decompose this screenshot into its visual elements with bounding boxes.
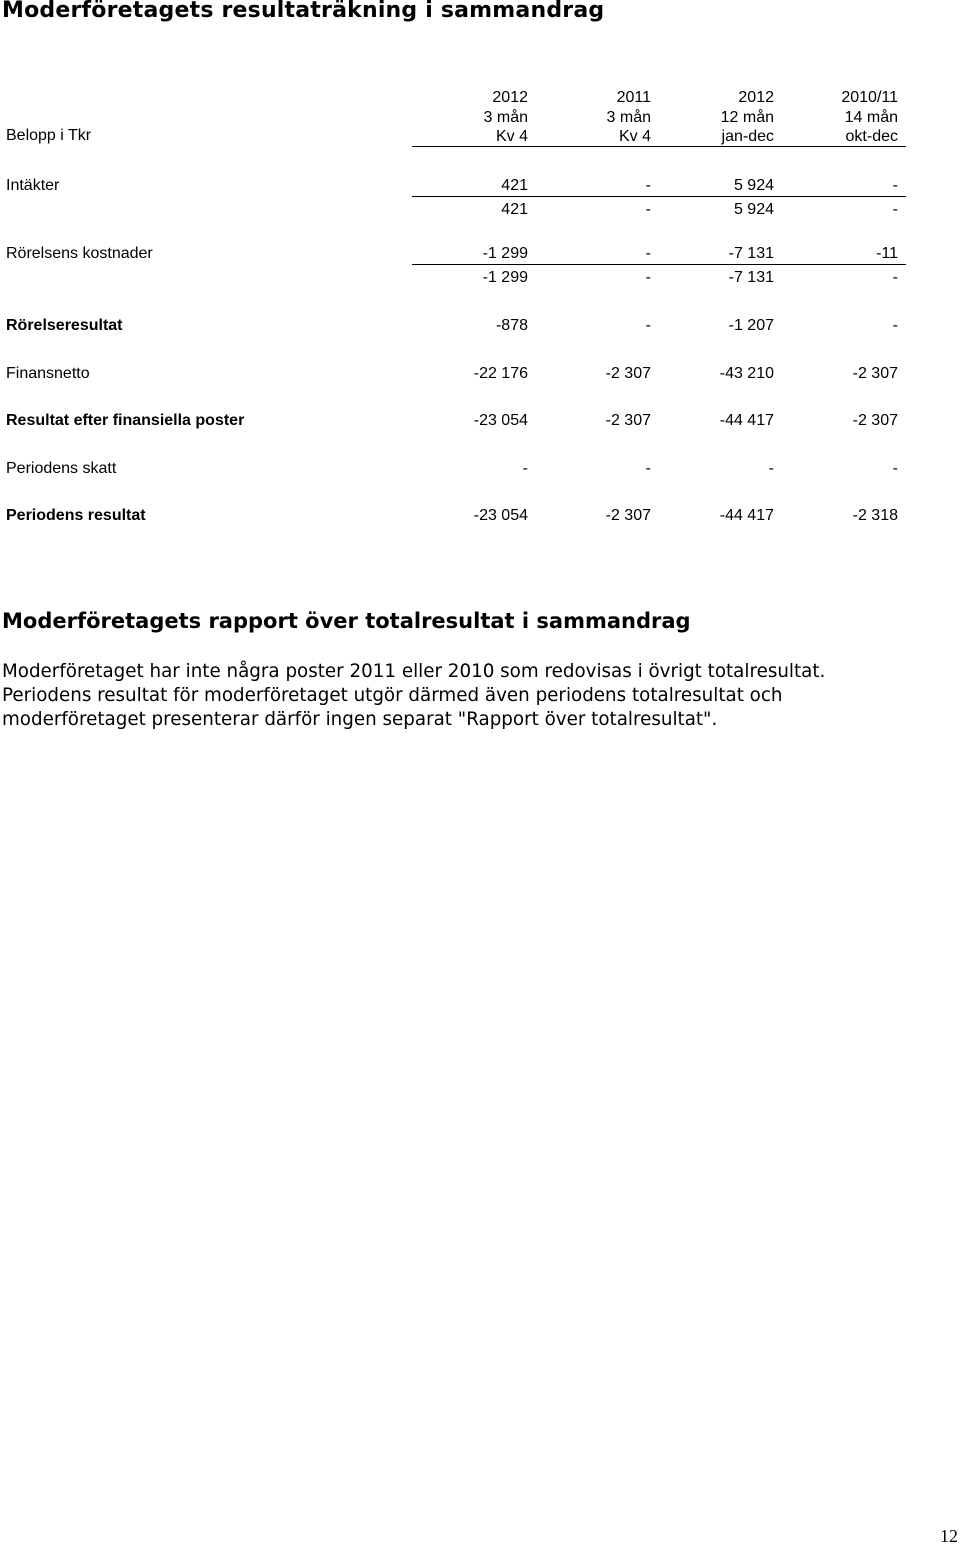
table-row: Rörelsens kostnader -1 299 - -7 131 -11 xyxy=(6,245,898,262)
table-row: -1 299 - -7 131 - xyxy=(482,269,898,286)
table-row: 421 - 5 924 - xyxy=(501,201,898,218)
amount-unit-label: Belopp i Tkr xyxy=(6,127,92,144)
section-paragraph: Moderföretaget har inte några poster 2011 eller 2010 som redovisas i övrigt totalresultat. Periodens resultat för moderföretaget utgör därmed även periodens totalresultat och moderföretaget presenterar därför ingen separat "Rapport över totalresultat". xyxy=(2,661,826,730)
page-title: Moderföretagets resultaträkning i sammandrag xyxy=(2,0,605,23)
subtotal-divider xyxy=(412,264,906,265)
table-row: Periodens resultat -23 054 -2 307 -44 417 -2 318 xyxy=(6,507,898,524)
column-header-4: 2010/11 14 mån okt-dec xyxy=(841,89,898,145)
column-header-3: 2012 12 mån jan-dec xyxy=(720,89,774,145)
table-row: Periodens skatt - - - - xyxy=(6,460,898,477)
table-row: Resultat efter finansiella poster -23 054 -2 307 -44 417 -2 307 xyxy=(6,412,898,429)
column-header-1: 2012 3 mån Kv 4 xyxy=(483,89,528,145)
header-divider xyxy=(412,146,906,147)
table-row: Finansnetto -22 176 -2 307 -43 210 -2 307 xyxy=(6,365,898,382)
column-header-2: 2011 3 mån Kv 4 xyxy=(606,89,651,145)
income-statement-table xyxy=(6,88,906,524)
table-header xyxy=(6,88,906,147)
table-row: Rörelseresultat -878 - -1 207 - xyxy=(6,317,898,334)
page-number: 12 xyxy=(940,1526,958,1546)
section-heading: Moderföretagets rapport över totalresultat i sammandrag xyxy=(2,609,691,633)
table-row: Intäkter 421 - 5 924 - xyxy=(6,177,898,194)
subtotal-divider xyxy=(412,196,906,197)
